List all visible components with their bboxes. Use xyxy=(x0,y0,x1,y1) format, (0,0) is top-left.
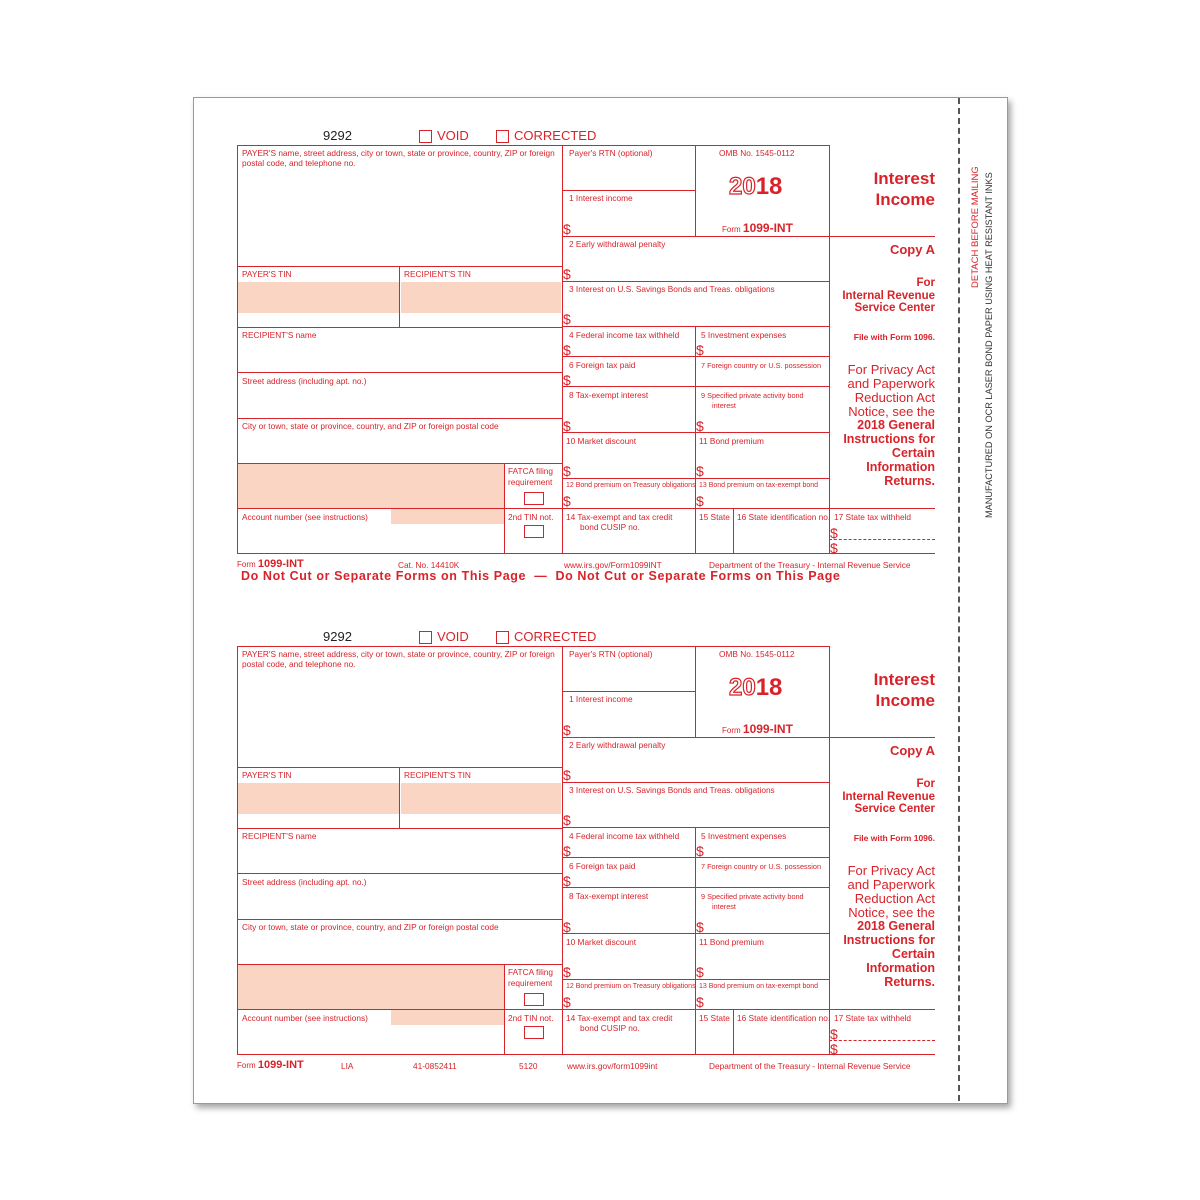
form-id: Form 1099-INT xyxy=(722,722,793,736)
form-title-line2: Income xyxy=(875,691,935,710)
box1-label: 1 Interest income xyxy=(569,193,633,203)
second-tin-checkbox[interactable] xyxy=(524,1026,544,1039)
void-checkbox[interactable] xyxy=(419,631,432,644)
box14-label: 14 Tax-exempt and tax credit xyxy=(566,1013,673,1023)
box10-label: 10 Market discount xyxy=(566,436,637,446)
corrected-label: CORRECTED xyxy=(514,128,597,143)
dept-treasury-bottom: Department of the Treasury - Internal Revenue Service xyxy=(709,1061,911,1071)
box14-label: 14 Tax-exempt and tax credit xyxy=(566,512,673,522)
copy-label: Copy A xyxy=(889,743,935,758)
box17-label: 17 State tax withheld xyxy=(834,512,912,522)
void-label: VOID xyxy=(437,629,469,644)
irs-url: www.irs.gov/Form1099INT xyxy=(564,560,662,570)
box13-label: 13 Bond premium on tax-exempt bond xyxy=(699,983,819,990)
form-title-line2: Income xyxy=(875,190,935,209)
box3-label: 3 Interest on U.S. Savings Bonds and Treas. obligations xyxy=(569,284,775,294)
box3-label: 3 Interest on U.S. Savings Bonds and Treas. obligations xyxy=(569,785,775,795)
recipient-tin-label: RECIPIENT'S TIN xyxy=(404,770,471,780)
box6-label: 6 Foreign tax paid xyxy=(569,360,636,370)
box4-label: 4 Federal income tax withheld xyxy=(569,330,680,340)
void-label: VOID xyxy=(437,128,469,143)
payer-rtn-label: Payer's RTN (optional) xyxy=(569,148,653,158)
form-code: 9292 xyxy=(323,629,352,644)
cat-number: Cat. No. 14410K xyxy=(398,560,460,570)
street-label: Street address (including apt. no.) xyxy=(242,376,367,386)
form-title-line1: Interest xyxy=(873,670,935,689)
box15-label: 15 State xyxy=(699,1013,730,1023)
vendor-code: 41-0852411 xyxy=(413,1061,457,1071)
manufactured-notice: MANUFACTURED ON OCR LASER BOND PAPER USING HEAT RESISTANT INKS xyxy=(984,172,994,518)
box9-label: 9 Specified private activity bond xyxy=(701,892,804,901)
box11-label: 11 Bond premium xyxy=(699,436,764,446)
box9-label: 9 Specified private activity bond xyxy=(701,391,804,400)
corrected-checkbox[interactable] xyxy=(496,130,509,143)
account-label: Account number (see instructions) xyxy=(242,1013,368,1023)
box11-label: 11 Bond premium xyxy=(699,937,764,947)
second-tin-label: 2nd TIN not. xyxy=(508,1013,554,1023)
do-not-cut-notice: Do Not Cut or Separate Forms on This Page — Do Not Cut or Separate Forms on This Page xyxy=(241,569,841,583)
form-code: 9292 xyxy=(323,128,352,143)
box2-label: 2 Early withdrawal penalty xyxy=(569,239,666,249)
form-copy-top: 9292 VOID CORRECTED PAYER'S name, street address, city or town, state or province, country, ZIP or foreign postal code, and telephone no. PAYER'S TIN RECIPIENT'S TIN RECIPIENT'S name Street address (including apt. no.) City or town, state or province, country, and ZIP or foreign postal code FATCA filing requirement Account number (see instructions) 2nd TIN not. Payer's RTN (optional) OMB No. 1545-0112 2018 Form 1099-INT 1 Interest income $ 2 Early withdrawal penalty $ 3 Interest on U.S. Savings Bonds and Treas. obligations $ 4 Federal income tax withheld $ 5 Investment expenses $ 6 Foreign tax paid $ 7 Foreign country or U.S. possession 8 Tax-exempt interest $ 9 Specified private activity bond interest $ 10 Market discount $ 11 Bond premium $ 12 Bond premium on Treasury obligations $ 13 Bond premium on tax-exempt bond $ 14 Tax-exempt and tax credit bond CUSIP no. 15 State 16 State identification no. 17 State tax withheld $ $ Interest Income Copy A For Internal Revenue Service Center File with Form 1096. For Privacy Act and Paperwork Reduction Act Notice, see the 2018 General Instructions for Certain Information Returns. xyxy=(0,0,1200,470)
form-id: Form 1099-INT xyxy=(722,221,793,235)
dept-treasury: Department of the Treasury - Internal Revenue Service xyxy=(709,560,911,570)
payer-tin-label: PAYER'S TIN xyxy=(242,269,292,279)
box7-label: 7 Foreign country or U.S. possession xyxy=(701,361,822,370)
recipient-tin-label: RECIPIENT'S TIN xyxy=(404,269,471,279)
city-label: City or town, state or province, country, and ZIP or foreign postal code xyxy=(242,922,499,932)
detach-notice: DETACH BEFORE MAILING xyxy=(970,166,981,288)
omb-number: OMB No. 1545-0112 xyxy=(719,148,795,158)
void-checkbox[interactable] xyxy=(419,130,432,143)
box10-label: 10 Market discount xyxy=(566,937,637,947)
box5-label: 5 Investment expenses xyxy=(701,831,787,841)
fatca-checkbox[interactable] xyxy=(524,993,544,1006)
footer-form-id-bottom: Form 1099-INT xyxy=(237,1059,304,1071)
form-copy-bottom: 9292 VOID CORRECTED PAYER'S name, street address, city or town, state or province, country, ZIP or foreign postal code, and telephone no. PAYER'S TIN RECIPIENT'S TIN RECIPIENT'S name Street address (including apt. no.) City or town, state or province, country, and ZIP or foreign postal code FATCA filing requirement Account number (see instructions) 2nd TIN not. Payer's RTN (optional) OMB No. 1545-0112 2018 Form 1099-INT 1 Interest income $ 2 Early withdrawal penalty $ 3 Interest on U.S. Savings Bonds and Treas. obligations $ 4 Federal income tax withheld $ 5 Investment expenses $ 6 Foreign tax paid $ 7 Foreign country or U.S. possession 8 Tax-exempt interest $ 9 Specified private activity bond interest $ 10 Market discount $ 11 Bond premium $ 12 Bond premium on Treasury obligations $ 13 Bond premium on tax-exempt bond $ 14 Tax-exempt and tax credit bond CUSIP no. 15 State 16 State identification no. 17 State tax withheld $ $ Interest Income Copy A For Internal Revenue Service Center File with Form 1096. For Privacy Act and Paperwork Reduction Act Notice, see the 2018 General Instructions for Certain Information Returns. xyxy=(0,501,1200,971)
box1-label: 1 Interest income xyxy=(569,694,633,704)
irs-url-bottom: www.irs.gov/form1099int xyxy=(567,1061,658,1071)
corrected-checkbox[interactable] xyxy=(496,631,509,644)
tax-year: 2018 xyxy=(729,173,783,200)
box8-label: 8 Tax-exempt interest xyxy=(569,390,649,400)
lia-code: LIA xyxy=(341,1061,354,1071)
tax-year: 2018 xyxy=(729,674,783,701)
box13-label: 13 Bond premium on tax-exempt bond xyxy=(699,482,819,489)
recipient-name-label: RECIPIENT'S name xyxy=(242,330,317,340)
corrected-label: CORRECTED xyxy=(514,629,597,644)
box6-label: 6 Foreign tax paid xyxy=(569,861,636,871)
payer-name-label: PAYER'S name, street address, city or town, state or province, country, ZIP or foreign postal code, and telephone no. xyxy=(242,148,555,168)
box5-label: 5 Investment expenses xyxy=(701,330,787,340)
omb-number: OMB No. 1545-0112 xyxy=(719,649,795,659)
box15-label: 15 State xyxy=(699,512,730,522)
box17-label: 17 State tax withheld xyxy=(834,1013,912,1023)
copy-label: Copy A xyxy=(889,242,935,257)
box16-label: 16 State identification no. xyxy=(737,512,831,522)
account-label: Account number (see instructions) xyxy=(242,512,368,522)
box12-label: 12 Bond premium on Treasury obligations xyxy=(566,983,696,990)
city-label: City or town, state or province, country, and ZIP or foreign postal code xyxy=(242,421,499,431)
box16-label: 16 State identification no. xyxy=(737,1013,831,1023)
box7-label: 7 Foreign country or U.S. possession xyxy=(701,862,822,871)
form-title-line1: Interest xyxy=(873,169,935,188)
second-tin-label: 2nd TIN not. xyxy=(508,512,554,522)
payer-name-label: PAYER'S name, street address, city or town, state or province, country, ZIP or foreign postal code, and telephone no. xyxy=(242,649,555,669)
fatca-label: FATCA filing xyxy=(508,466,554,476)
box12-label: 12 Bond premium on Treasury obligations xyxy=(566,482,696,489)
box4-label: 4 Federal income tax withheld xyxy=(569,831,680,841)
box8-label: 8 Tax-exempt interest xyxy=(569,891,649,901)
fatca-label: FATCA filing xyxy=(508,967,554,977)
recipient-name-label: RECIPIENT'S name xyxy=(242,831,317,841)
payer-rtn-label: Payer's RTN (optional) xyxy=(569,649,653,659)
payer-tin-label: PAYER'S TIN xyxy=(242,770,292,780)
street-label: Street address (including apt. no.) xyxy=(242,877,367,887)
box2-label: 2 Early withdrawal penalty xyxy=(569,740,666,750)
footer-form-id: Form 1099-INT xyxy=(237,558,304,570)
product-code: 5120 xyxy=(519,1061,538,1071)
